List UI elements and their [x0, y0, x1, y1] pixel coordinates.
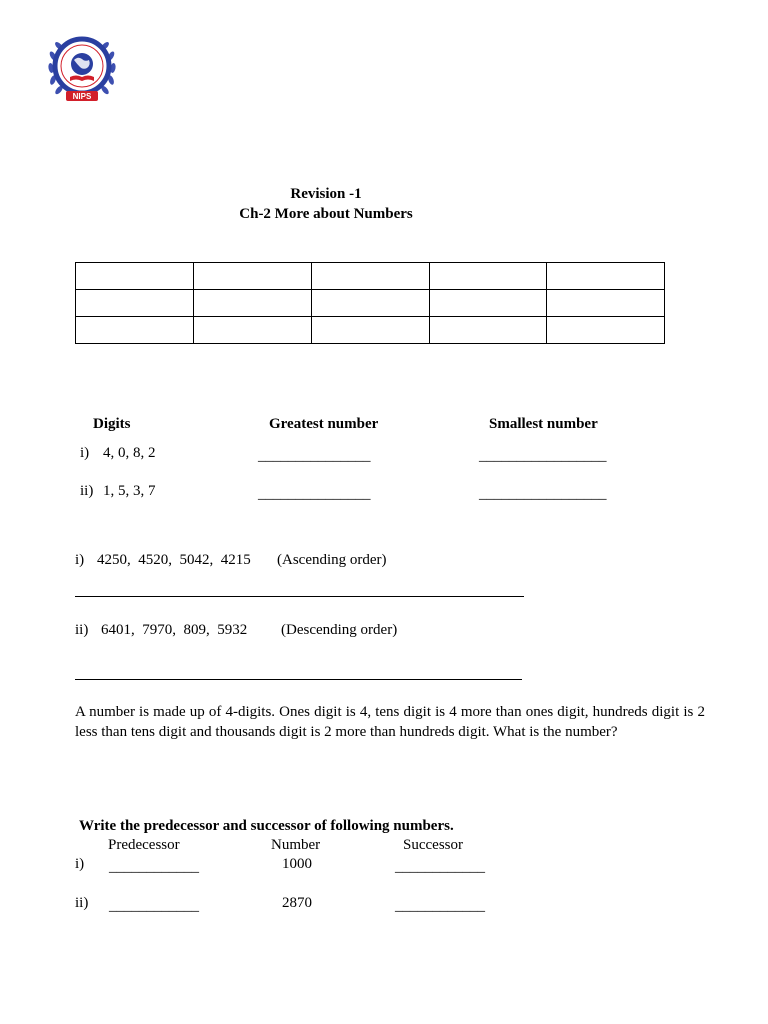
table-cell[interactable] — [76, 317, 194, 344]
greatest-number-header: Greatest number — [269, 416, 379, 432]
answer-line[interactable] — [75, 679, 522, 680]
smallest-number-blank[interactable]: _________________ — [479, 448, 607, 464]
table-cell[interactable] — [76, 290, 194, 317]
smallest-number-header: Smallest number — [489, 416, 598, 432]
greatest-number-blank[interactable]: _______________ — [258, 486, 371, 502]
pred-succ-index: i) — [75, 856, 85, 872]
table-cell[interactable] — [547, 290, 665, 317]
digits-row-values: 4, 0, 8, 2 — [103, 445, 156, 461]
table-cell[interactable] — [194, 317, 312, 344]
logo-caption: NIPS — [72, 92, 92, 101]
digits-row-values: 1, 5, 3, 7 — [103, 483, 156, 499]
table-cell[interactable] — [430, 290, 547, 317]
greatest-number-blank[interactable]: _______________ — [258, 448, 371, 464]
order-instruction: (Ascending order) — [277, 552, 387, 568]
number-header: Number — [271, 837, 321, 853]
table-row — [76, 317, 665, 344]
digits-row-index: i) — [80, 445, 90, 461]
pred-succ-index: ii) — [75, 895, 89, 911]
globe-icon — [71, 53, 93, 75]
pred-succ-title: Write the predecessor and successor of following numbers. — [79, 818, 454, 834]
table-cell[interactable] — [430, 263, 547, 290]
table-cell[interactable] — [547, 317, 665, 344]
predecessor-blank[interactable]: ____________ — [109, 859, 199, 875]
answer-line[interactable] — [75, 596, 524, 597]
table-cell[interactable] — [312, 290, 430, 317]
table-cell[interactable] — [76, 263, 194, 290]
table-cell[interactable] — [312, 317, 430, 344]
blank-table — [75, 262, 665, 344]
successor-blank[interactable]: ____________ — [395, 859, 485, 875]
table-cell[interactable] — [312, 263, 430, 290]
smallest-number-blank[interactable]: _________________ — [479, 486, 607, 502]
pred-succ-number: 1000 — [282, 856, 312, 872]
school-logo — [42, 28, 122, 108]
order-numbers: 4250, 4520, 5042, 4215 — [97, 552, 251, 568]
order-index: ii) — [75, 622, 89, 638]
digits-header: Digits — [93, 416, 131, 432]
table-cell[interactable] — [194, 263, 312, 290]
successor-header: Successor — [403, 837, 463, 853]
chapter-title: Ch-2 More about Numbers — [239, 206, 413, 222]
word-problem: A number is made up of 4-digits. Ones digit is 4, tens digit is 4 more than ones digit, hundreds digit is 2 less than tens digit and thousands digit is 2 more than hundreds digit. What is the number? — [75, 704, 705, 740]
pred-succ-number: 2870 — [282, 895, 312, 911]
table-cell[interactable] — [194, 290, 312, 317]
order-numbers: 6401, 7970, 809, 5932 — [101, 622, 248, 638]
table-cell[interactable] — [547, 263, 665, 290]
table-cell[interactable] — [430, 317, 547, 344]
page-title: Revision -1 — [290, 186, 362, 202]
successor-blank[interactable]: ____________ — [395, 898, 485, 914]
digits-row-index: ii) — [80, 483, 94, 499]
table-row — [76, 290, 665, 317]
table-row — [76, 263, 665, 290]
order-instruction: (Descending order) — [281, 622, 398, 638]
predecessor-header: Predecessor — [108, 837, 180, 853]
order-index: i) — [75, 552, 85, 568]
predecessor-blank[interactable]: ____________ — [109, 898, 199, 914]
